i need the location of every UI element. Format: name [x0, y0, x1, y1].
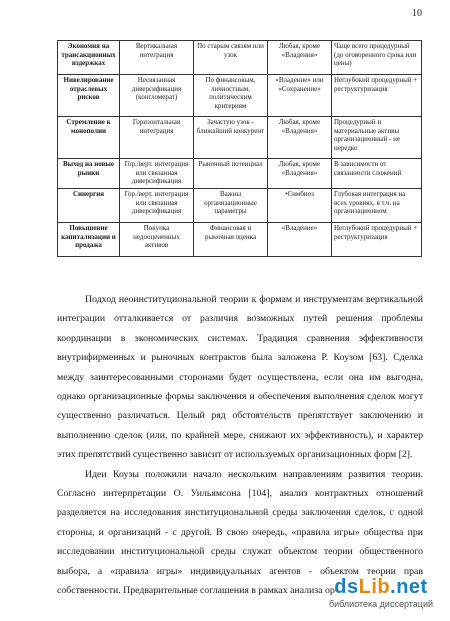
table-cell: Глубокая интеграция на всех уровнях, в т.ч. на организационном	[332, 189, 422, 223]
watermark-subtitle: библиотека диссертаций	[328, 599, 433, 609]
paragraph-2: Идеи Коузы положили начало нескольким направлениям развития теории. Согласно интерпретации О. Уильямсона [104], анализ контрактных отношений разделяется на исследования институциональной среды заключения сделок, с одной стороны, и организаций - с другой. В свою очередь, «правила игры» общества при исследовании институциональной среды служат объектом теории общественного выбора, а «правила игры» индивидуальных агентов - объектом теории прав собственности. Предварительные соглашения в рамках анализа ор-	[57, 468, 423, 597]
table-cell: «Владение» или «Сохранение»	[268, 75, 332, 117]
table-cell: Гор./верт. интеграция или связанная диверсификация	[120, 159, 194, 189]
table-cell: Неглубокий процедурный + реструктуризация	[332, 223, 422, 257]
table-cell: Повышение капитализации и продажа	[58, 223, 120, 257]
body-text	[57, 290, 423, 601]
table-cell: Любая, кроме «Владения»	[268, 159, 332, 189]
table-cell: Чаще всего процедурный (до оговоренного срока или цены)	[332, 41, 422, 75]
watermark-logo	[326, 575, 436, 599]
table-cell: Стремление к монополии	[58, 117, 120, 159]
table-cell: Вертикальная интеграция	[120, 41, 194, 75]
watermark-logo-ds: ds	[334, 576, 359, 598]
table-cell: Зачастую узок - ближайший конкурент	[194, 117, 268, 159]
table-row	[58, 75, 422, 117]
table-cell: Горизонтальная интеграция	[120, 117, 194, 159]
watermark-logo-dot: .	[390, 576, 397, 598]
table-row	[58, 159, 422, 189]
table-cell: Покупка недооцененных активов	[120, 223, 194, 257]
table-row	[58, 223, 422, 257]
table-cell: Несвязанная диверсификация (конгломерат)	[120, 75, 194, 117]
table-cell: •Симбиоз	[268, 189, 332, 223]
comparison-table	[57, 40, 422, 257]
table-row	[58, 41, 422, 75]
watermark-logo-lib: Lib	[358, 576, 391, 598]
page-number: 10	[412, 8, 422, 19]
table-row	[58, 117, 422, 159]
table-row	[58, 189, 422, 223]
table-cell: Процедурный и материальные активы организационный - не нередко	[332, 117, 422, 159]
paragraph-1: Подход неоинституциональной теории к формам и инструментам вертикальной интеграции отталкивается от различия возможных путей решения проблемы координации в экономических системах. Традиция сравнения эффективности внутрифирменных и рыночных контрактов была заложена Р. Коузом [63]. Сделка между заинтересованными сторонами будет осуществлена, если она им выгодна, однако организационные формы заключения и обеспечения выполнения сделок могут существенно различаться. Целый ряд обстоятельств препятствует заключению и выполнению сделок (или, по крайней мере, снижают их эффективность), и характер этих препятствий существенно зависит от используемых организационных форм [2].	[57, 294, 423, 461]
table-cell: Гор./верт. интеграция или связанная диверсификация	[120, 189, 194, 223]
table-cell: По старым связям или узок	[194, 41, 268, 75]
table-cell: Рыночный потенциал	[194, 159, 268, 189]
table-cell: Выход на новые рынки	[58, 159, 120, 189]
table-cell: Любая, кроме «Владения»	[268, 41, 332, 75]
table-cell: Синергия	[58, 189, 120, 223]
table-cell: Неглубокий процедурный + реструктуризация	[332, 75, 422, 117]
table-cell: Финансовая и рыночная оценка	[194, 223, 268, 257]
table-cell: В зависимости от связанности сложений	[332, 159, 422, 189]
table-cell: Экономия на трансакционных издержках	[58, 41, 120, 75]
dslib-watermark	[326, 575, 436, 615]
table-cell: Важны организационные параметры	[194, 189, 268, 223]
table-cell: Нивелирование отраслевых рисков	[58, 75, 120, 117]
table-cell: «Владение»	[268, 223, 332, 257]
table-cell: Любая, кроме «Владения»	[268, 117, 332, 159]
table-cell: По финансовым, личностным, политическим критериям	[194, 75, 268, 117]
watermark-logo-net: net	[396, 576, 428, 598]
